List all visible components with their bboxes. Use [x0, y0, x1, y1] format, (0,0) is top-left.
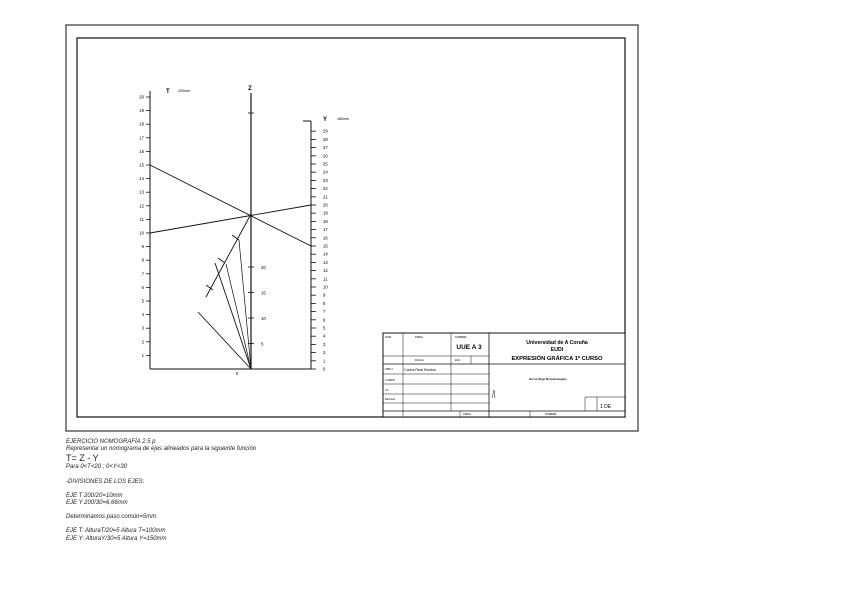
axis-z-tick-label: 5 [261, 341, 264, 347]
axis-t-tick-label: 20 [139, 94, 144, 100]
title-block [383, 333, 625, 417]
field-label: NOMBRE [455, 336, 467, 339]
axis-y-tick-label: 29 [323, 128, 328, 134]
axis-t-tick-label: 1 [141, 352, 144, 358]
axis-y-tick-label: 17 [323, 227, 328, 233]
axis-t-tick-label: 14 [139, 176, 144, 182]
axis-t-tick-label: 6 [141, 284, 144, 290]
drawing-title: Ercsc Nsgr Nomonologsis [529, 377, 567, 381]
axis-y-tick-label: 15 [323, 243, 328, 249]
axis-y-tick-label: 19 [323, 210, 328, 216]
axis-y-tick-label: 2 [323, 350, 326, 356]
field-label: FECHA [415, 359, 424, 362]
axis-y-tick-label: 14 [323, 251, 328, 257]
axis-y-annotation: 180mm [337, 117, 349, 121]
axis-y-tick-label: 20 [323, 202, 328, 208]
axis-y-tick-label: 25 [323, 161, 328, 167]
axis-t-tick-label: 12 [139, 203, 144, 209]
axis-t-tick-label: 2 [141, 339, 144, 345]
axis-y-tick-label: 9 [323, 292, 326, 298]
axis-y-tick-label: 8 [323, 300, 326, 306]
drawing-code: UUE A 3 [456, 344, 482, 351]
axis-z-tick-label: 15 [261, 290, 266, 296]
construction-line [226, 264, 251, 369]
axis-t-tick-label: 17 [139, 135, 144, 141]
school-name: EUDI [550, 347, 564, 353]
formula-text: T= Z - Y [66, 453, 99, 464]
axis-y-tick-label: 6 [323, 317, 326, 323]
notes-eje-t: EJE T 200/20=10mm [66, 492, 123, 499]
field-label: DIBUJ. [385, 368, 394, 371]
construction-line [239, 240, 251, 369]
axis-t-tick-label: 15 [139, 162, 144, 168]
notes-altura-y: EJE Y: AlturaY/30=5 Altura Y=150mm [66, 535, 167, 542]
axis-y-tick-label: 13 [323, 259, 328, 265]
nomogram [139, 86, 349, 376]
isopleth-line [150, 205, 311, 233]
notes-range: Para 0<T<20 ; 0<Y<30 [66, 464, 128, 471]
notes-divisions: -DIVISIONES DE LOS EJES: [66, 478, 145, 485]
axis-t-tick-label: 4 [141, 312, 144, 318]
axis-y-tick-label: 18 [323, 218, 328, 224]
construction-line [206, 214, 251, 297]
axis-y-tick-label: 7 [323, 309, 326, 315]
axis-y-tick-label: 26 [323, 153, 328, 159]
axis-y-tick-label: 3 [323, 341, 326, 347]
axis-t-tick-label: 19 [139, 108, 144, 114]
axis-t-tick-label: 3 [141, 325, 144, 331]
axis-t-tick-label: 13 [139, 189, 144, 195]
axis-t-tick-label: 10 [139, 230, 144, 236]
construction-line [215, 263, 251, 369]
field-label: I.D. [385, 389, 390, 392]
axis-z-tick-label: 0 [235, 371, 239, 376]
axis-t-annotation: 200mm [178, 89, 190, 93]
field-label: NOMBRE [545, 413, 557, 416]
field-label: ESC. [455, 359, 462, 362]
axis-y-tick-label: 21 [323, 194, 328, 200]
field-label: FIRMA [415, 336, 424, 339]
axis-y-tick-label: 11 [323, 276, 328, 282]
axis-t-tick-label: 7 [141, 271, 144, 277]
field-label: FIRMA [463, 413, 472, 416]
university-name: Universidad de A Coruña [526, 340, 588, 346]
construction-line [198, 312, 251, 369]
axis-z-tick-label: 20 [261, 265, 266, 270]
field-label: NOM. [385, 336, 392, 339]
axis-t-label: T [166, 89, 170, 95]
axis-y-tick-label: 16 [323, 235, 328, 241]
title-block-frame [383, 333, 625, 417]
notes-paso: Determinamos paso común=5mm [66, 514, 157, 521]
axis-y-tick-label: 5 [323, 325, 326, 331]
exercise-notes [66, 439, 486, 543]
axis-y-tick-label: 28 [323, 136, 328, 142]
construction-tick [218, 258, 225, 263]
notes-altura-t: EJE T: AlturaT/20=5 Altura T=100mm [66, 528, 166, 535]
axis-y-tick-label: 12 [323, 268, 328, 274]
notes-title: EJERCICIO NOMOGRAFÍA 2.5 p [66, 439, 156, 445]
axis-y-tick-label: 23 [323, 177, 328, 183]
isopleth-line [150, 165, 311, 246]
axis-y-label: Y [323, 117, 328, 123]
axis-y-tick-label: 22 [323, 186, 328, 192]
axis-z-label: Z [248, 86, 252, 92]
axis-y-tick-label: 27 [323, 145, 328, 151]
axis-y-tick-label: 4 [323, 333, 326, 339]
axis-z-tick-label: 10 [261, 316, 266, 321]
course-name: EXPRESIÓN GRÁFICA 1º CURSO [511, 356, 603, 362]
sheet-number: 1 DE [600, 404, 612, 410]
axis-t-tick-label: 16 [139, 148, 144, 154]
field-label: ESCALA [385, 398, 396, 401]
axis-y-tick-label: 24 [323, 169, 328, 175]
axis-t-tick-label: 8 [141, 257, 144, 263]
axis-t-tick-label: 5 [141, 298, 144, 304]
axis-y-tick-label: 10 [323, 284, 328, 290]
notes-formula [66, 453, 486, 464]
notes-eje-y: EJE Y 200/30=6,66mm [66, 500, 128, 507]
axis-y-tick-label: 0 [323, 366, 326, 372]
axis-t-tick-label: 11 [139, 216, 144, 222]
axis-t-tick-label: 18 [139, 121, 144, 127]
axis-y-tick-label: 1 [323, 358, 326, 364]
author-name: Carlos Real Sendón [404, 368, 437, 372]
field-label: COMPR. [385, 379, 396, 382]
axis-t-tick-label: 9 [141, 244, 144, 250]
notes-statement: Representar un nomograma de ejes alineados para la siguiente función [66, 446, 257, 453]
